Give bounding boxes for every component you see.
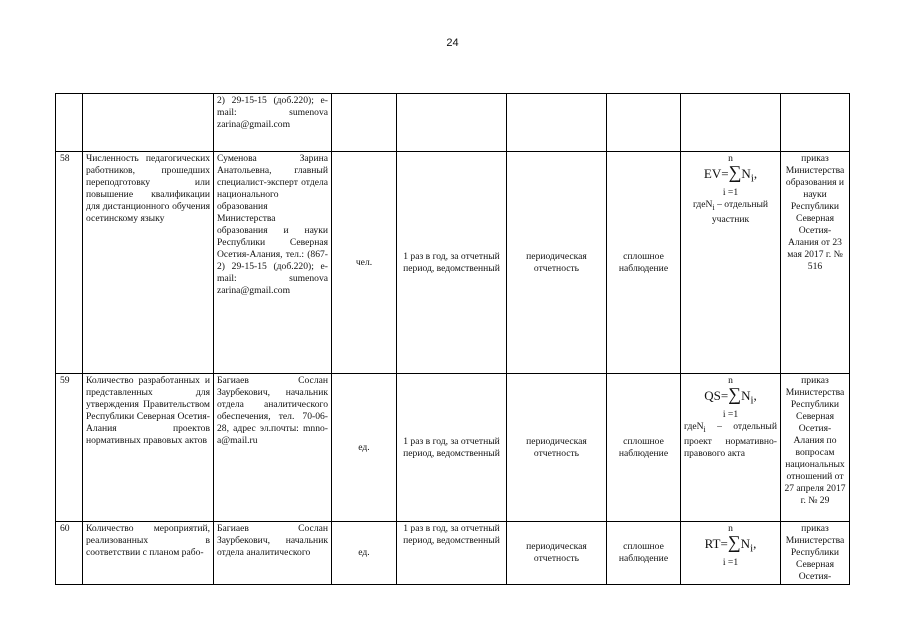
cell-num [56, 94, 83, 152]
formula-expression: $QS=\sum N_i$, [704, 384, 757, 407]
table-row [56, 152, 850, 374]
row-number: 60 [56, 522, 83, 585]
formula-lower-limit: i =1 [722, 186, 739, 198]
formula-upper-limit: n [728, 523, 733, 534]
cell-indicator [83, 94, 214, 152]
document-reference: приказ Министерства образования и науки Республики Северная Осетия-Алания от 23 мая 2017 г. № 516 [781, 152, 850, 374]
unit-text: ед. [332, 374, 397, 522]
row-number: 58 [56, 152, 83, 374]
responsible-text: Суменова Зарина Анатольевна, главный специалист-эксперт отдела национального образования Министерства образования и науки Республики Северная Осетия-Алания, тел.: (867-2) 29-15-15 (доб.220); e-mail: sumenova zarina@gmail.com [214, 152, 332, 374]
frequency-text: 1 раз в год, за отчетный период, ведомственный [397, 152, 507, 374]
table-row-continuation [56, 94, 850, 152]
indicator-text: Численность педагогических работников, прошедших переподготовку или повышение квалификации для дистанционного обучения осетинскому языку [83, 152, 214, 374]
source-text: периодическая отчетность [507, 374, 607, 522]
cell-responsible: 2) 29-15-15 (доб.220); e-mail: sumenova zarina@gmail.com [214, 94, 332, 152]
formula-cell [681, 152, 781, 374]
formula-cell [681, 522, 781, 585]
unit-text: ед. [332, 522, 397, 585]
formula-expression: $EV=\sum N_i$, [703, 162, 758, 185]
frequency-text: 1 раз в год, за отчетный период, ведомственный [397, 522, 507, 585]
method-text: сплошное наблюдение [607, 522, 681, 585]
method-text: сплошное наблюдение [607, 152, 681, 374]
indicators-table [55, 93, 850, 585]
cell-document [781, 94, 850, 152]
source-text: периодическая отчетность [507, 152, 607, 374]
cell-formula [681, 94, 781, 152]
row-number: 59 [56, 374, 83, 522]
indicator-text: Количество мероприятий, реализованных в соответствии с планом рабо- [83, 522, 214, 585]
cell-source [507, 94, 607, 152]
formula-cell [681, 374, 781, 522]
formula-description: гдеN$_i$ – отдельный участник [692, 198, 769, 225]
frequency-text: 1 раз в год, за отчетный период, ведомственный [397, 374, 507, 522]
formula-lower-limit: i =1 [722, 408, 739, 420]
document-reference: приказ Министерства Республики Северная Осетия- [781, 522, 850, 585]
document-reference: приказ Министерства Республики Северная Осетия-Алания по вопросам национальных отношений от 27 апреля 2017 г. № 29 [781, 374, 850, 522]
formula-description: гдеN$_i$ – отдельный проект нормативно-правового акта [684, 420, 777, 459]
page-number: 24 [446, 37, 459, 49]
formula-expression: $RT=\sum N_i$, [704, 532, 757, 555]
table-row [56, 374, 850, 522]
formula-upper-limit: n [728, 153, 733, 164]
formula-lower-limit: i =1 [722, 556, 739, 568]
table-row [56, 522, 850, 585]
source-text: периодическая отчетность [507, 522, 607, 585]
responsible-text: Багиаев Сослан Заурбекович, начальник отдела аналитического [214, 522, 332, 585]
cell-unit [332, 94, 397, 152]
unit-text: чел. [332, 152, 397, 374]
cell-frequency [397, 94, 507, 152]
method-text: сплошное наблюдение [607, 374, 681, 522]
indicator-text: Количество разработанных и представленных для утверждения Правительством Республики Северная Осетия-Алания проектов нормативных правовых актов [83, 374, 214, 522]
cell-method [607, 94, 681, 152]
formula-upper-limit: n [728, 375, 733, 386]
responsible-text: Багиаев Сослан Заурбекович, начальник отдела аналитического обеспечения, тел. 70-06-28, адрес эл.почты: mnno-a@mail.ru [214, 374, 332, 522]
